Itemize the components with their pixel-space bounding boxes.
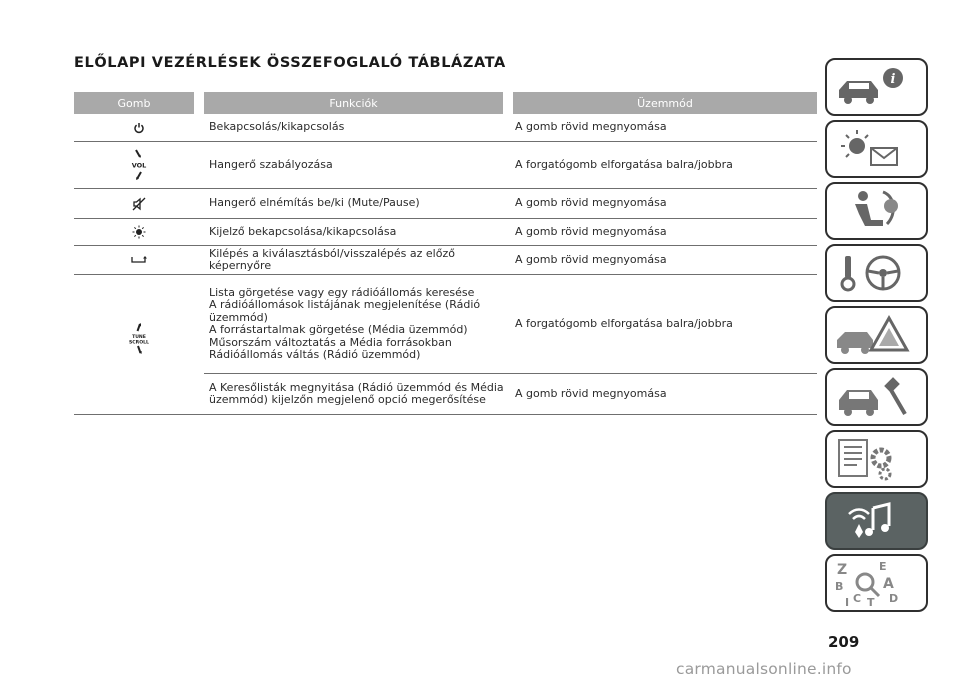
page-number: 209	[828, 633, 860, 651]
controls-summary-table	[74, 92, 817, 415]
row-function: Kilépés a kiválasztásból/visszalépés az előző képernyőre	[209, 246, 455, 272]
index-letter: D	[889, 592, 899, 605]
row-mode: A forgatógomb elforgatása balra/jobbra	[515, 157, 733, 171]
table-row	[204, 275, 817, 373]
index-letter: A	[883, 576, 894, 592]
header-functions: Funkciók	[204, 92, 503, 114]
back-arrow-icon	[74, 246, 204, 274]
power-icon	[74, 114, 204, 141]
breakdown-warning-triangle-icon	[827, 308, 927, 362]
index-letter: T	[867, 596, 875, 609]
table-row	[204, 373, 817, 414]
row-function: A Keresőlisták megnyitása (Rádió üzemmód és Média üzemmód) kijelzőn megjelenő opció megerősítése	[209, 380, 504, 406]
tab-starting-driving[interactable]	[825, 244, 928, 302]
tab-servicing[interactable]	[825, 368, 928, 426]
row-mode: A gomb rövid megnyomása	[515, 224, 667, 238]
watermark: carmanualsonline.info	[676, 660, 852, 678]
tab-safety[interactable]	[825, 182, 928, 240]
tab-multimedia[interactable]	[825, 492, 928, 550]
volume-icon-label: VOL	[131, 161, 147, 170]
tab-warning-lights[interactable]	[825, 120, 928, 178]
volume-knob-icon	[74, 142, 204, 188]
key-steering-wheel-icon	[827, 246, 927, 300]
warning-lights-message-icon	[827, 122, 927, 176]
row-function: Hangerő szabályozása	[209, 157, 333, 171]
row-function: Kijelző bekapcsolása/kikapcsolása	[209, 224, 397, 238]
car-info-icon	[827, 60, 927, 114]
table-header	[74, 92, 817, 114]
row-function: Hangerő elnémítás be/ki (Mute/Pause)	[209, 196, 420, 210]
tune-scroll-group	[74, 275, 817, 415]
row-function: Lista görgetése vagy egy rádióállomás keresése A rádióállomások listájának megjelenítése (Rádió üzemmód) A forrástartalmak görgetése (Média üzemmód) Műsorszám változtatás a Média forrásokban Rádióállomás váltás (Rádió üzemmód)	[209, 285, 481, 361]
display-brightness-icon	[74, 219, 204, 245]
row-mode: A gomb rövid megnyomása	[515, 120, 667, 134]
table-row	[74, 114, 817, 142]
index-letter: Z	[837, 562, 848, 578]
svg-text:i: i	[890, 72, 896, 87]
index-letter: E	[879, 560, 887, 573]
row-mode: A gomb rövid megnyomása	[515, 386, 667, 400]
car-maintenance-wrench-icon	[827, 370, 927, 424]
table-row	[74, 189, 817, 219]
multimedia-music-icon	[827, 494, 927, 548]
technical-data-gear-icon	[827, 432, 927, 486]
mute-icon	[74, 189, 204, 218]
tune-icon-label: TUNE	[132, 334, 146, 340]
row-mode: A gomb rövid megnyomása	[515, 196, 667, 210]
table-row	[74, 142, 817, 189]
tune-scroll-knob-icon	[74, 275, 204, 414]
alphabetical-index-icon	[827, 556, 927, 610]
tab-emergency[interactable]	[825, 306, 928, 364]
scroll-icon-label: SCROLL	[129, 340, 149, 345]
header-mode: Üzemmód	[513, 92, 817, 114]
seat-airbag-icon	[827, 184, 927, 238]
tab-car-info[interactable]	[825, 58, 928, 116]
index-letter: I	[845, 596, 850, 609]
row-mode: A forgatógomb elforgatása balra/jobbra	[515, 316, 733, 330]
index-letter: C	[853, 592, 862, 605]
page-title: ELŐLAPI VEZÉRLÉSEK ÖSSZEFOGLALÓ TÁBLÁZATA	[74, 55, 506, 71]
index-letter: B	[835, 580, 844, 593]
table-row	[74, 219, 817, 246]
table-row	[74, 246, 817, 275]
header-button: Gomb	[74, 92, 194, 114]
row-mode: A gomb rövid megnyomása	[515, 252, 667, 266]
tab-index[interactable]	[825, 554, 928, 612]
row-function: Bekapcsolás/kikapcsolás	[209, 120, 345, 134]
tab-technical-data[interactable]	[825, 430, 928, 488]
